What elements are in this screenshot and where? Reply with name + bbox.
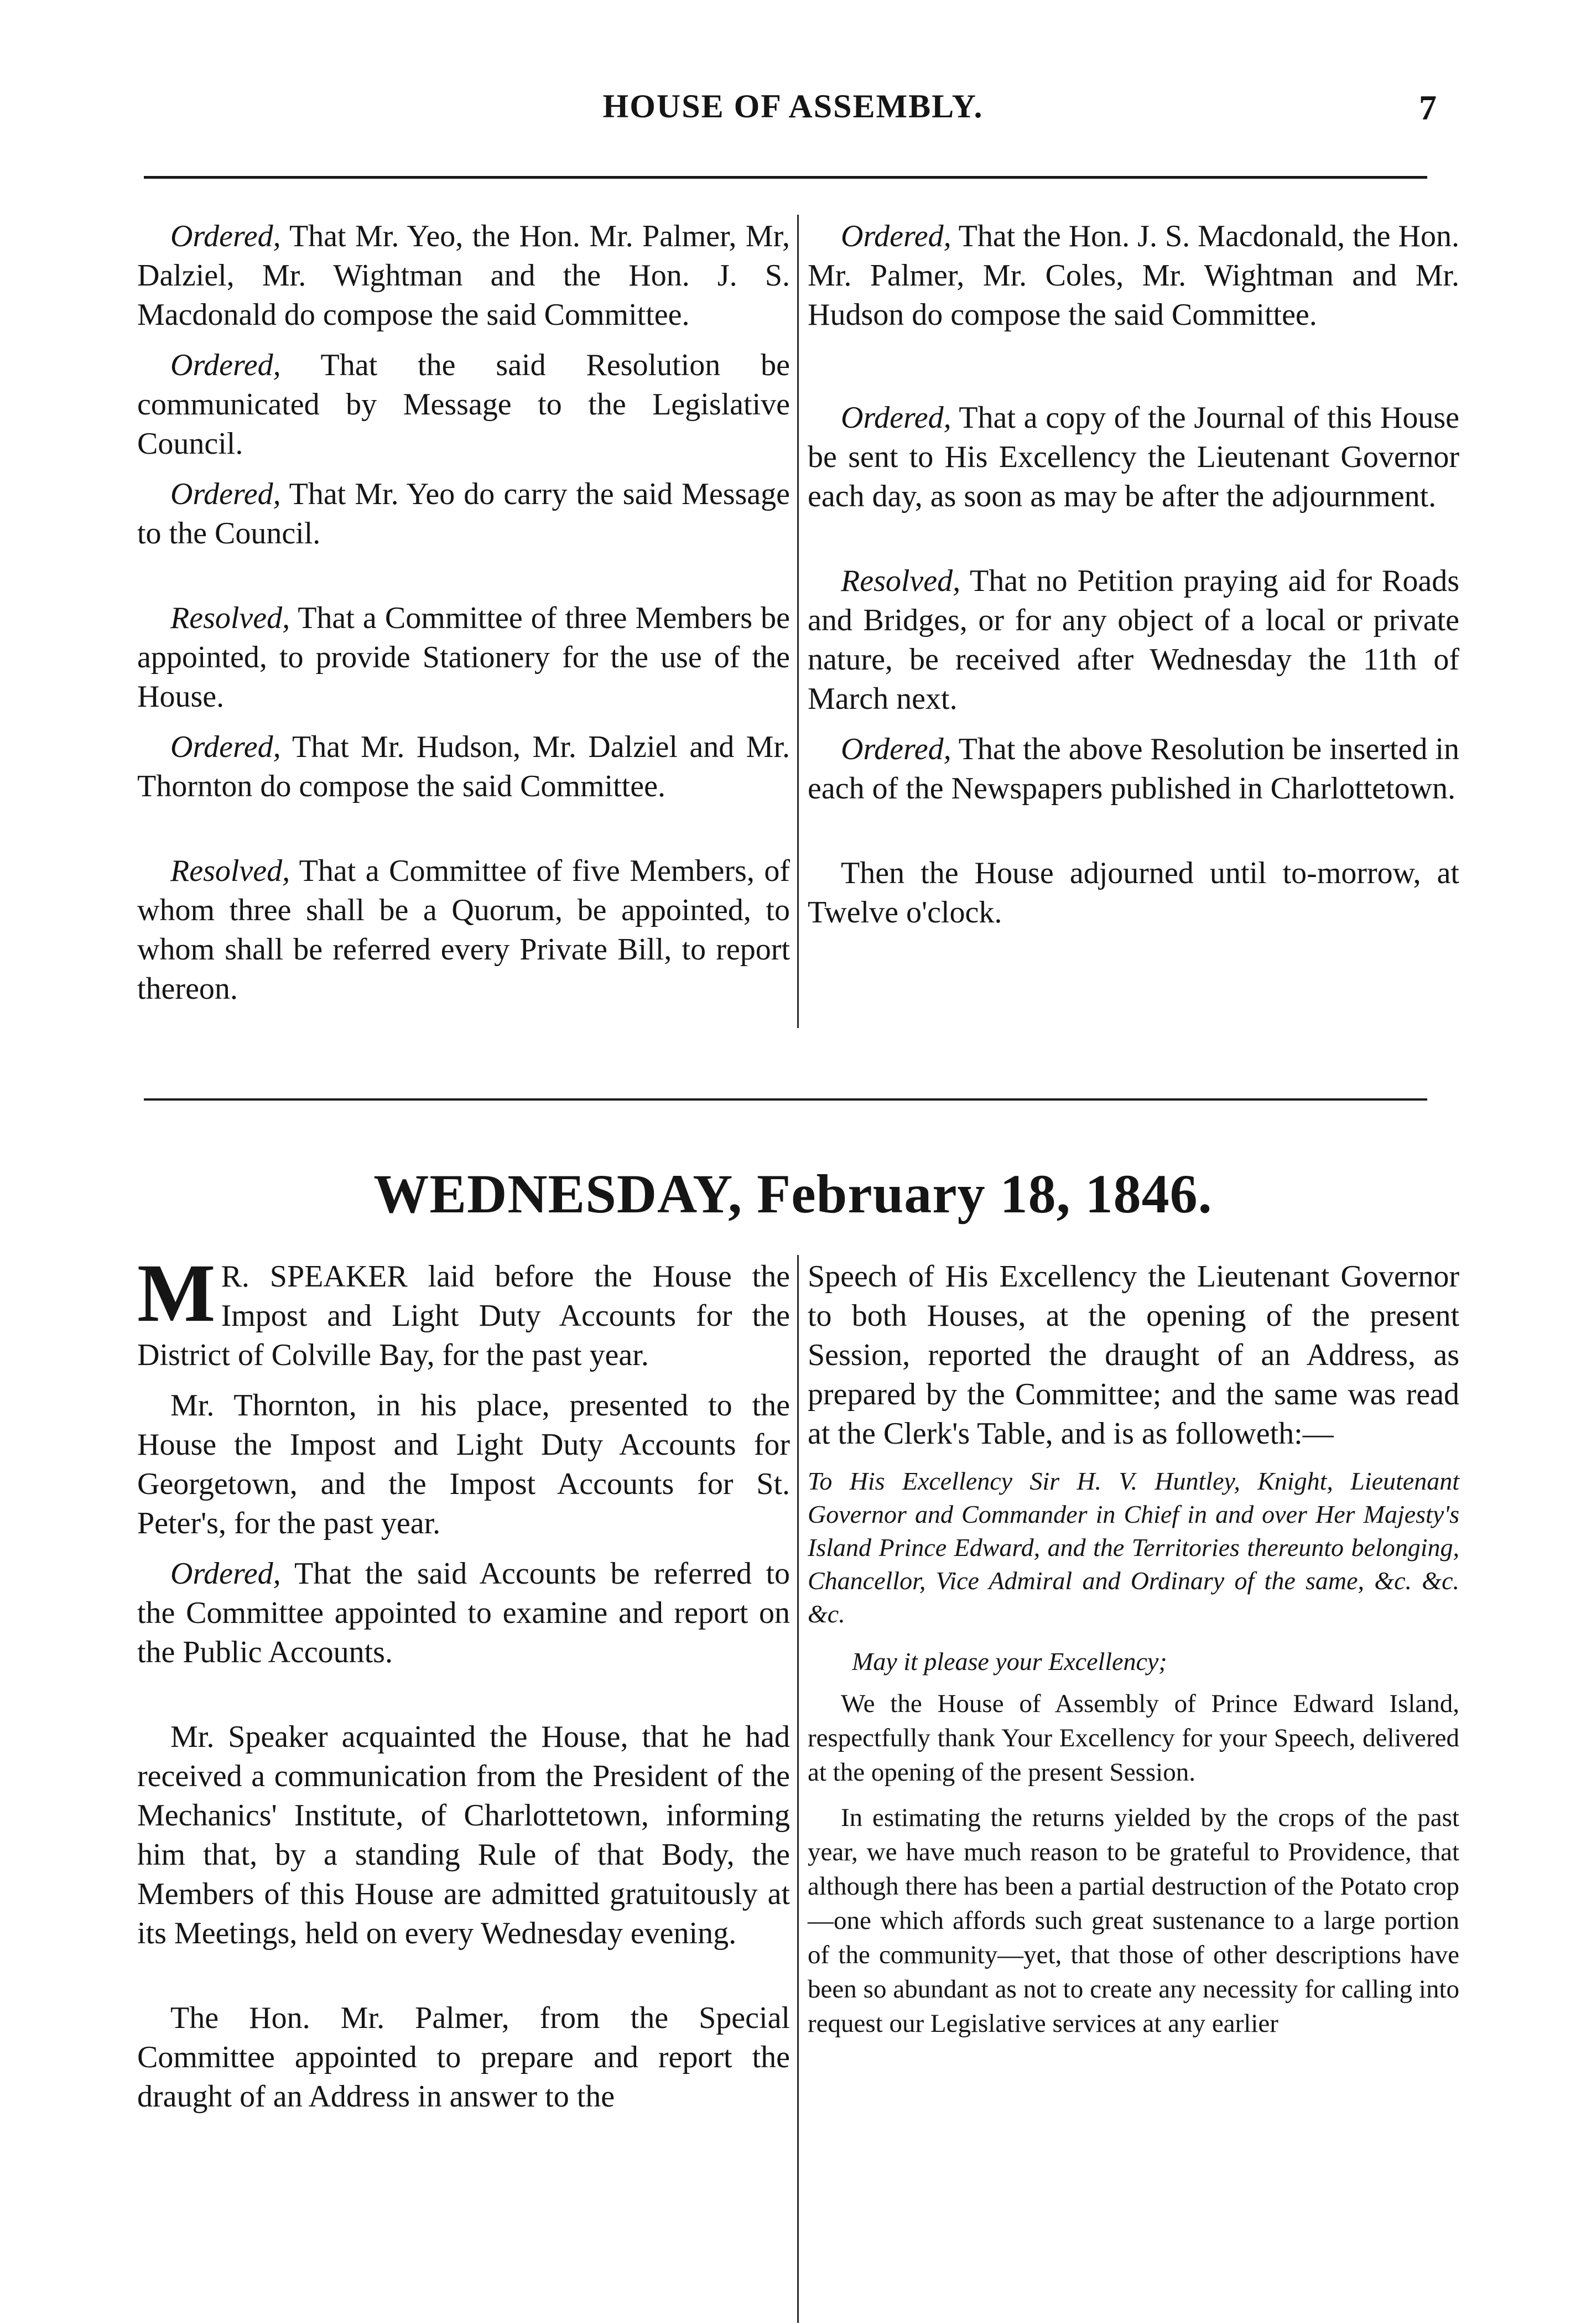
entry-paragraph: Ordered, That the Hon. J. S. Macdonald, the Hon. Mr. Palmer, Mr. Coles, Mr. Wightman and Mr. Hudson do compose the said Committee. — [808, 219, 1459, 332]
date-heading: WEDNESDAY, February 18, 1846. — [373, 1163, 1213, 1225]
bottom-left-column — [137, 1247, 790, 2128]
entry-paragraph: Resolved, That no Petition praying aid for Roads and Bridges, or for any object of a local or private nature, be received after Wednesday the 11th of March next. — [808, 564, 1459, 716]
entry-paragraph: Ordered, That a copy of the Journal of this House be sent to His Excellency the Lieutenant Governor each day, as soon as may be after the adjournment. — [808, 401, 1459, 513]
entry-paragraph: Ordered, That the said Resolution be communicated by Message to the Legislative Council. — [137, 348, 790, 461]
column-divider-top — [797, 215, 799, 1028]
entry-paragraph: Mr. Thornton, in his place, presented to the House the Impost and Light Duty Accounts for Georgetown, and the Impost Accounts for St. Peter's, for the past year. — [137, 1388, 790, 1540]
address-paragraph: We the House of Assembly of Prince Edward Island, respectfully thank Your Excellency for your Speech, delivered at the opening of the present Session. — [808, 1689, 1459, 1787]
entry-paragraph: Ordered, That Mr. Yeo do carry the said Message to the Council. — [137, 477, 790, 551]
page-header — [0, 87, 1586, 132]
entry-paragraph: Resolved, That a Committee of three Members be appointed, to provide Stationery for the use of the House. — [137, 601, 790, 714]
entry-paragraph: Mr. Speaker acquainted the House, that he had received a communication from the President of the Mechanics' Institute, of Charlottetown, informing him that, by a standing Rule of that Body, the Members of this House are admitted gratuitously at its Meetings, held on every Wednesday evening. — [137, 1720, 790, 1950]
running-title: HOUSE OF ASSEMBLY. — [602, 88, 984, 124]
section-rule — [144, 1098, 1427, 1101]
entry-paragraph: Resolved, That a Committee of five Members, of whom three shall be a Quorum, be appointed, to whom shall be referred every Private Bill, to report thereon. — [137, 854, 790, 1006]
entry-paragraph: Speech of His Excellency the Lieutenant Governor to both Houses, at the opening of the present Session, reported the draught of an Address, as prepared by the Committee; and the same was read at the Clerk's Table, and is as followeth:— — [808, 1259, 1459, 1451]
entry-paragraph: Ordered, That the said Accounts be referred to the Committee appointed to examine and report on the Public Accounts. — [137, 1557, 790, 1669]
page-number: 7 — [1419, 88, 1437, 127]
drop-cap: M — [137, 1247, 216, 1339]
entry-paragraph: Ordered, That Mr. Hudson, Mr. Dalziel and Mr. Thornton do compose the said Committee. — [137, 730, 790, 803]
salutation: May it please your Excellency; — [852, 1647, 1167, 1675]
entry-paragraph: The Hon. Mr. Palmer, from the Special Committee appointed to prepare and report the draught of an Address in answer to the — [137, 2001, 790, 2114]
address-heading: To His Excellency Sir H. V. Huntley, Knight, Lieutenant Governor and Commander in Chief in and over Her Majesty's Island Prince Edward, and the Territories thereunto belonging, Chancellor, Vice Admiral and Ordinary of the same, &c. &c. &c. — [808, 1467, 1459, 1628]
header-rule — [144, 176, 1427, 179]
entry-paragraph: Then the House adjourned until to-morrow, at Twelve o'clock. — [808, 856, 1459, 930]
entry-paragraph: Ordered, That Mr. Yeo, the Hon. Mr. Palmer, Mr, Dalziel, Mr. Wightman and the Hon. J. S. Macdonald do compose the said Committee. — [137, 219, 790, 332]
entry-paragraph: Ordered, That the above Resolution be inserted in each of the Newspapers published in Charlottetown. — [808, 732, 1459, 806]
address-paragraph: In estimating the returns yielded by the crops of the past year, we have much reason to be grateful to Providence, that although there has been a partial destruction of the Potato crop—one which affords such great sustenance to a large portion of the community—yet, that those of other descriptions have been so abundant as not to create any necessity for calling into request our Legislative services at any earlier — [808, 1803, 1459, 2038]
top-right-column — [808, 217, 1459, 943]
entry-paragraph: M R. SPEAKER laid before the House the Impost and Light Duty Accounts for the District of Colville Bay, for the past year. — [137, 1247, 790, 1372]
bottom-right-column — [808, 1257, 1459, 2052]
top-left-column — [137, 217, 790, 1020]
column-divider-bottom — [797, 1255, 799, 2323]
